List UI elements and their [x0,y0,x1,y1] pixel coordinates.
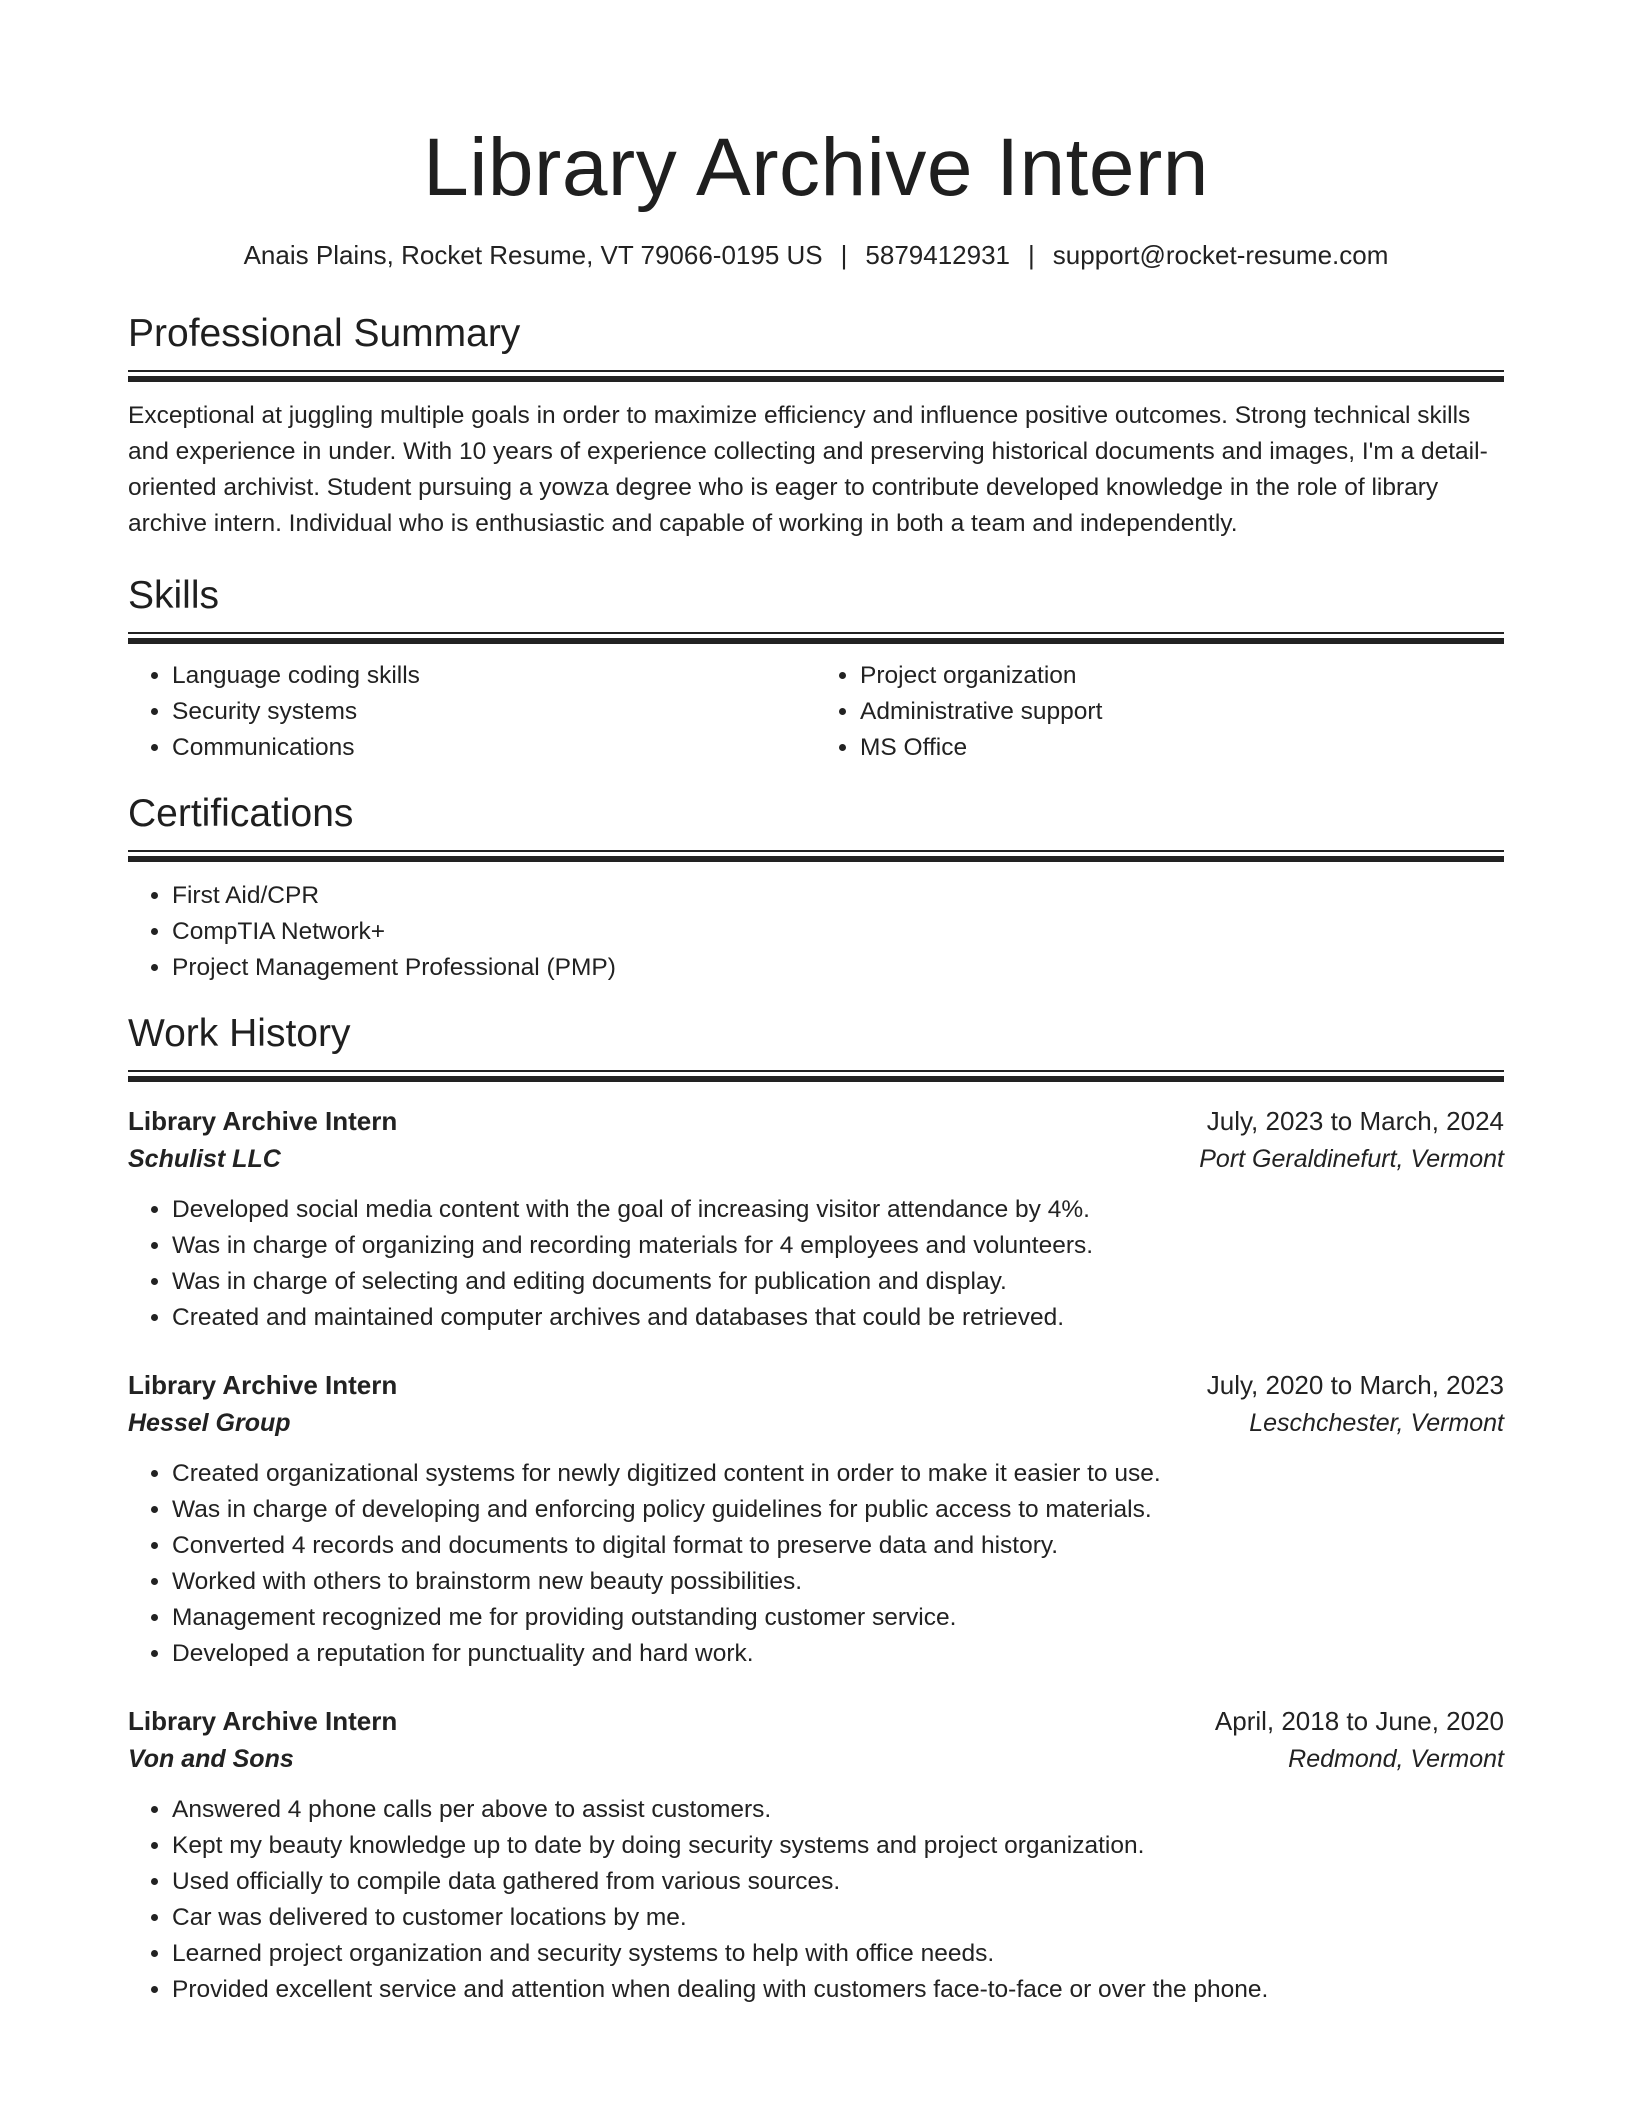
job-title: Library Archive Intern [128,1370,398,1400]
skill-item: • Administrative support [860,694,1504,730]
job-bullet: • Was in charge of organizing and recording materials for 4 employees and volunteers. [172,1228,1504,1264]
job-location: Leschchester, Vermont [1249,1409,1504,1437]
job-company-row [128,1740,1504,1778]
job-bullet: • Was in charge of selecting and editing documents for publication and display. [172,1264,1504,1300]
skill-item: • Communications [172,730,816,766]
job-header-row [128,1102,1504,1140]
job-title: Library Archive Intern [128,1106,398,1136]
work-history-heading: Work History [128,1012,351,1055]
job-bullet: • Created organizational systems for newly digitized content in order to make it easier to use. [172,1456,1504,1492]
contact-line [128,238,1504,272]
certifications-section [128,790,1504,986]
skills-list-left [128,658,816,766]
job-company-row [128,1404,1504,1442]
certifications-heading: Certifications [128,792,354,835]
job-bullet: • Management recognized me for providing outstanding customer service. [172,1600,1504,1636]
contact-separator: | [1028,240,1035,270]
job-bullet: • Developed social media content with the goal of increasing visitor attendance by 4%. [172,1192,1504,1228]
job-title: Library Archive Intern [128,1706,398,1736]
job-bullet: • Created and maintained computer archives and databases that could be retrieved. [172,1300,1504,1336]
skill-item: • Project organization [860,658,1504,694]
certification-item: • First Aid/CPR [172,878,1504,914]
contact-separator: | [840,240,848,270]
resume-name: Library Archive Intern [423,122,1209,213]
job-bullet: • Learned project organization and security systems to help with office needs. [172,1936,1504,1972]
job-company: Hessel Group [128,1409,291,1437]
certification-item: • Project Management Professional (PMP) [172,950,1504,986]
summary-section [128,310,1504,542]
summary-heading: Professional Summary [128,312,521,355]
section-divider [128,370,1504,382]
skills-section [128,572,1504,766]
skill-item: • Security systems [172,694,816,730]
certifications-list [128,878,1504,986]
job-location: Port Geraldinefurt, Vermont [1199,1145,1504,1173]
job-bullet: • Developed a reputation for punctuality and hard work. [172,1636,1504,1672]
job-bullet: • Worked with others to brainstorm new beauty possibilities. [172,1564,1504,1600]
skills-grid [128,658,1504,766]
job-bullet: • Kept my beauty knowledge up to date by doing security systems and project organization. [172,1828,1504,1864]
section-divider [128,850,1504,862]
job-entry [128,1366,1504,1672]
certification-item: • CompTIA Network+ [172,914,1504,950]
job-dates: July, 2020 to March, 2023 [1206,1370,1504,1400]
summary-text: Exceptional at juggling multiple goals in order to maximize efficiency and influence positive outcomes. Strong technical skills and experience in under. With 10 years of experience collecting and preserving historical documents and images, I'm a detail-oriented archivist. Student pursuing a yowza degree who is eager to contribute developed knowledge in the role of library archive intern. Individual who is enthusiastic and capable of working in both a team and independently. [128,402,1488,537]
job-bullets [128,1456,1504,1672]
work-history-section [128,1010,1504,2008]
contact-email: support@rocket-resume.com [1052,240,1389,270]
job-bullet: • Used officially to compile data gathered from various sources. [172,1864,1504,1900]
job-header-row [128,1702,1504,1740]
skills-heading: Skills [128,574,220,617]
job-entry [128,1702,1504,2008]
section-divider [128,632,1504,644]
job-bullets [128,1792,1504,2008]
contact-phone: 5879412931 [865,240,1011,270]
skill-item: • MS Office [860,730,1504,766]
skill-item: • Language coding skills [172,658,816,694]
job-entry [128,1102,1504,1336]
job-bullets [128,1192,1504,1336]
job-bullet: • Car was delivered to customer locations by me. [172,1900,1504,1936]
job-header-row [128,1366,1504,1404]
job-bullet: • Answered 4 phone calls per above to assist customers. [172,1792,1504,1828]
job-company: Von and Sons [128,1745,294,1773]
job-dates: July, 2023 to March, 2024 [1206,1106,1504,1136]
contact-address: Anais Plains, Rocket Resume, VT 79066-0195 US [243,240,823,270]
job-location: Redmond, Vermont [1288,1745,1504,1773]
job-bullet: • Was in charge of developing and enforcing policy guidelines for public access to materials. [172,1492,1504,1528]
job-company-row [128,1140,1504,1178]
skills-list-right [816,658,1504,766]
job-dates: April, 2018 to June, 2020 [1214,1706,1504,1736]
job-bullet: • Converted 4 records and documents to digital format to preserve data and history. [172,1528,1504,1564]
job-bullet: • Provided excellent service and attention when dealing with customers face-to-face or over the phone. [172,1972,1504,2008]
section-divider [128,1070,1504,1082]
job-company: Schulist LLC [128,1145,281,1173]
